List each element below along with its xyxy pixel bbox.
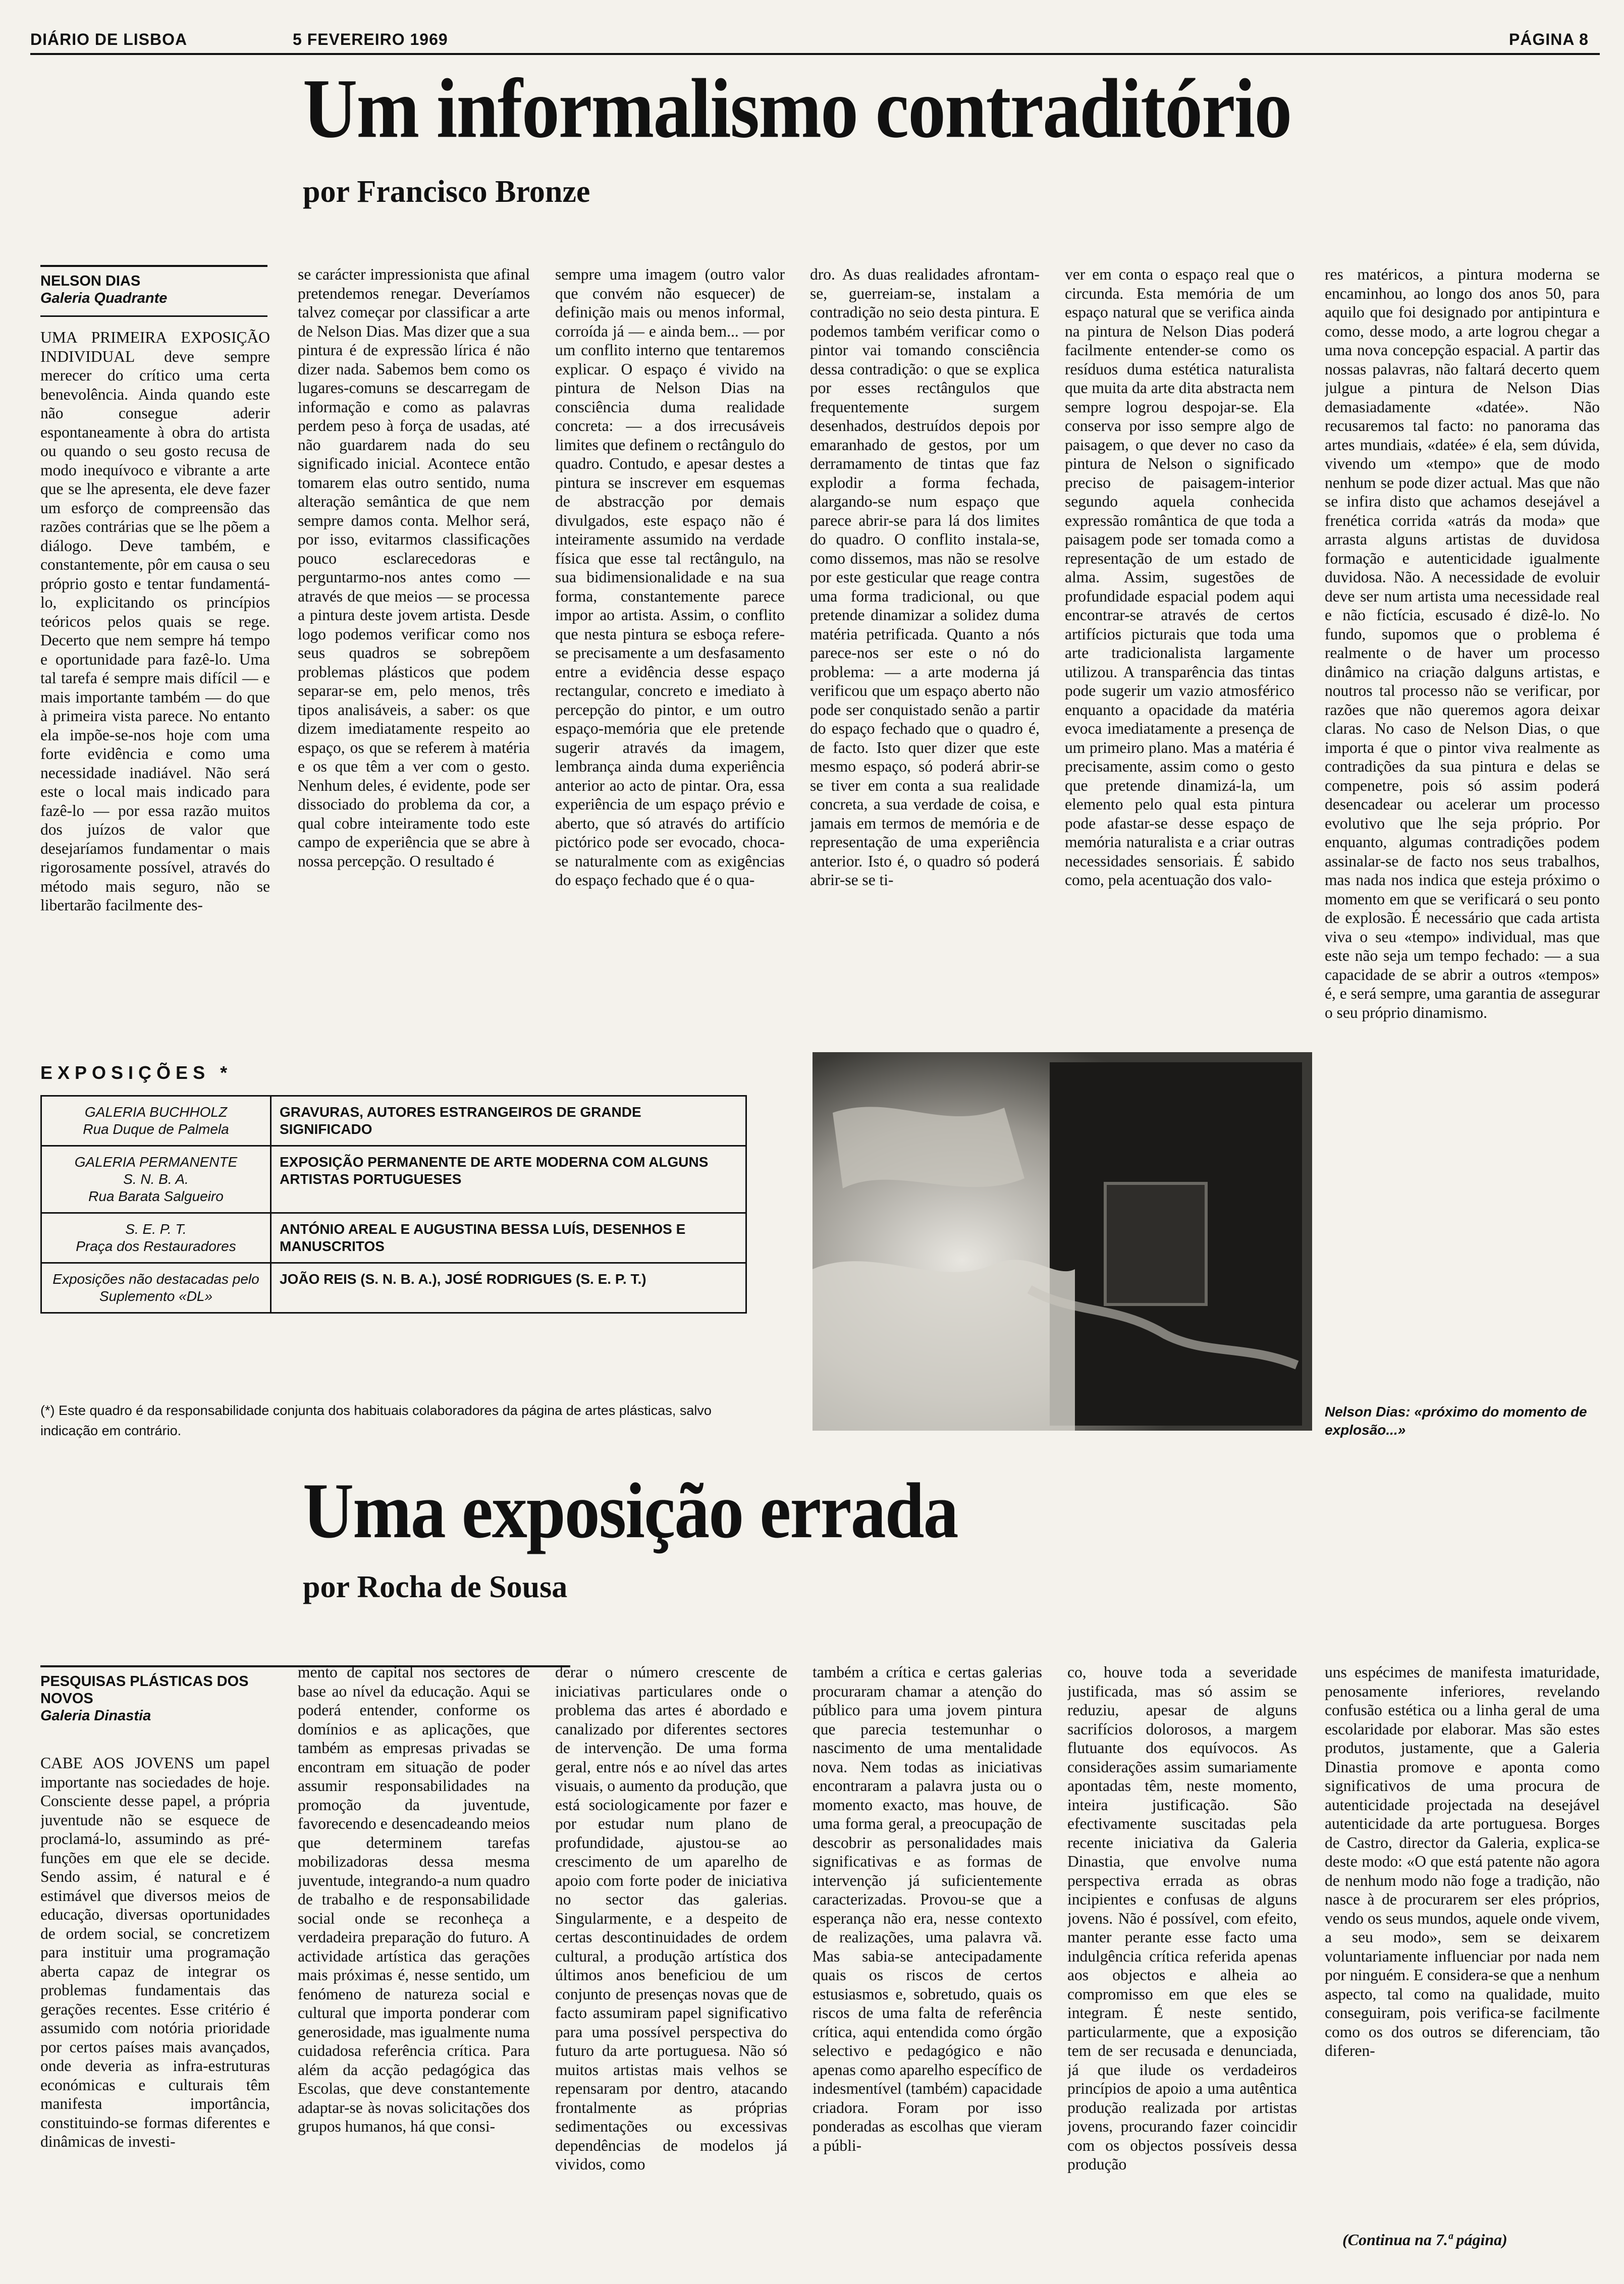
gallery-name: Exposições não destacadas pelo Suplemento «DL» [52, 1271, 259, 1304]
section-gallery: Galeria Quadrante [40, 290, 168, 306]
section-topic: PESQUISAS PLÁSTICAS DOS NOVOS [40, 1673, 249, 1707]
exposicoes-table [40, 1095, 747, 1314]
article1-column-2: se carácter impressionista que afinal pretendemos renegar. Deveríamos talvez começar por classificar a arte de Nelson Dias. Mas dizer que a sua pintura é de expressão lírica é não dizer nada. Sabemos bem como os lugares-comuns se descarregam de informação e como as palavras perdem peso à força de usadas, até não guardarem nada do seu significado inicial. Acontece então tomarem elas outro sentido, numa alteração semântica de que nem sempre damos conta. Melhor será, por isso, evitarmos classificações pouco esclarecedoras e perguntarmo-nos antes como — através de que meios — se processa a pintura deste jovem artista. Desde logo podemos verificar como nos seus quadros se sobrepõem problemas plásticos que podem separar-se em, pelo menos, três tipos analisáveis, a saber: os que dizem imediatamente respeito ao espaço, os que se referem à matéria e os que têm a ver com o gesto. Nenhum deles, é evidente, pode ser dissociado do problema da cor, a qual cobre inteiramente todo este campo de experiência que se abre à nossa percepção. O resultado é [298, 265, 530, 870]
article1-column-3: sempre uma imagem (outro valor que convém não esquecer) de definição mais ou menos informal, corroída já — e ainda bem... — por um conflito interno que tentaremos explicar. O espaço é vivido na pintura de Nelson Dias na consciência duma realidade concreta: — a dos irrecusáveis limites que definem o rectângulo do quadro. Contudo, e apesar destes a pintura se inscrever em esquemas de abstracção por demais divulgados, este espaço não é inteiramente assumido na verdade física que esse tal rectângulo, na sua bidimensionalidade e na sua forma, constantemente parece impor ao artista. Assim, o conflito que nesta pintura se esboça refere-se precisamente a um desfasamento entre a evidência desse espaço rectangular, concreto e imediato à percepção do pintor, e um outro espaço-memória que ele pretende sugerir através da imagem, lembrança ainda duma experiência anterior ao acto de pintar. Ora, essa experiência de um espaço prévio e aberto, que só através do artifício pictórico pode ser evocado, choca-se naturalmente com as exigências do espaço fechado que é o qua- [555, 265, 785, 889]
continued-note: (Continua na 7.ª página) [1342, 2231, 1507, 2249]
table-row [41, 1146, 746, 1213]
exposicoes-heading: EXPOSIÇÕES * [40, 1062, 233, 1083]
article2-title: Uma exposição errada [303, 1467, 958, 1555]
article1-column-6: res matéricos, a pintura moderna se encaminhou, ao longo dos anos 50, para aquilo que foi designado por antipintura e como, desse modo, a arte logrou chegar a uma nova concepção espacial. A partir das nossas palavras, não faltará decerto quem julgue a pintura de Nelson Dias demasiadamente «datée». Não recusaremos tal facto: no panorama das artes mundiais, «datée» é ela, sem dúvida, vivendo um «tempo» que de modo nenhum se pode dizer actual. Mas que não se infira disto que achamos desejável a frenética corrida «atrás da moda» que arrasta alguns artistas de duvidosa formação e autenticidade igualmente duvidosa. Não. A necessidade de evoluir deve ser num artista uma necessidade real e não fictícia, escusado é dizê-lo. No fundo, supomos que o problema é realmente o de haver um processo dinâmico na criação dalguns artistas, e noutros tal processo não se verificar, por razões que não queremos agora deixar claras. No caso de Nelson Dias, o que importa é que o pintor viva realmente as contradições da sua pintura e delas se compenetre, pois só assim poderá desencadear ou acelerar um processo evolutivo que lhe seja próprio. Por enquanto, algumas contradições podem assinalar-se de facto nos seus trabalhos, mas nada nos indica que esteja próximo o momento em que se verificará o seu ponto de explosão. É necessário que cada artista viva o seu «tempo» individual, mas que este não seja um tempo fechado: — a sua capacidade de se abrir a outros «tempos» é, e será sempre, uma garantia de assegurar o seu próprio dinamismo. [1325, 265, 1600, 1021]
artwork-image [813, 1052, 1312, 1431]
section-rule [40, 265, 267, 267]
table-row [41, 1213, 746, 1263]
article2-column-1: CABE AOS JOVENS um papel importante nas sociedades de hoje. Consciente desse papel, a própria juventude não se esquece de proclamá-lo, assumindo as pré-funções em que ele se decide. Sendo assim, é natural e é estimável que diversos meios de educação, diversas oportunidades de ordem social, se concretizem para instituir uma programação aberta capaz de integrar os problemas fundamentais das gerações recentes. Esse critério é assumido com notória prioridade por certos países mais avançados, onde deveria as infra-estruturas económicas e culturais têm manifesta importância, constituindo-se formas diferentes e dinâmicas de investi- [40, 1754, 270, 2150]
article2-column-3: derar o número crescente de iniciativas particulares onde o problema das artes é abordado e canalizado por diferentes sectores de intervenção. De uma forma geral, entre nós e ao nível das artes visuais, o aumento da produção, que está sociologicamente por fazer e por estudar num plano de profundidade, ajustou-se ao crescimento de um aparelho de apoio com forte poder de iniciativa no sector das galerias. Singularmente, e a despeito de certas descontinuidades de ordem cultural, a produção artística dos últimos anos beneficiou de um conjunto de presenças novas que de facto assumiram papel significativo para uma possível perspectiva do futuro da arte portuguesa. Não só muitos artistas mais velhos se repensaram por dentro, atacando frontalmente as próprias sedimentações ou excessivas dependências de modelos já vividos, como [555, 1663, 787, 2173]
gallery-address: Rua Duque de Palmela [83, 1121, 229, 1137]
article1-column-4: dro. As duas realidades afrontam-se, guerreiam-se, instalam a contradição no seio desta pintura. E podemos também verificar como o pintor vai tomando consciência dessa contradição: o que se explica por esses rectângulos que frequentemente surgem desenhados, destruídos depois por emaranhado de gestos, por um derramamento de tintas que faz explodir a forma fechada, alargando-se num espaço que parece abrir-se para lá dos limites do quadro. O conflito instala-se, como dissemos, mas não se resolve por este gesticular que reage contra uma forma tradicional, ou que pretende dinamizar a solidez duma matéria petrificada. Quanto a nós parece-nos ser este o nó do problema: — a arte moderna já verificou que um espaço aberto não pode ser conquistado senão a partir do espaço fechado que o quadro é, de facto. Isto quer dizer que este mesmo espaço, só poderá abrir-se se tiver em conta a sua realidade concreta, a sua verdade de coisa, e jamais em termos de memória e de representação de uma experiência anterior. Isto é, o quadro só poderá abrir-se se ti- [810, 265, 1040, 889]
issue-date: 5 FEVEREIRO 1969 [293, 30, 448, 48]
header-rule [30, 53, 1600, 55]
gallery-name: GALERIA BUCHHOLZ [84, 1104, 228, 1120]
article1-column-5: ver em conta o espaço real que o circunda. Esta memória de um espaço natural que se verifica ainda na pintura de Nelson Dias poderá facilmente entender-se como os resíduos duma estética naturalista que muita da arte dita abstracta nem sempre logrou despojar-se. Ela conserva por isso sempre algo de paisagem, o que dever no caso da pintura de Nelson o significado preciso de paisagem-interior segundo aquela conhecida expressão romântica de que toda a paisagem pode ser tomada como a representação de um estado de alma. Assim, sugestões de profundidade espacial podem aqui encontrar-se através de certos artifícios picturais que toda uma arte tradicionalista largamente utilizou. A transparência das tintas pode sugerir um vazio atmosférico enquanto a opacidade da matéria evoca imediatamente a presença de um primeiro plano. Mas a matéria é precisamente, assim como o gesto que pretende dinamizá-la, um elemento pelo qual esta pintura pode afastar-se desse espaço de memória naturalista e a criar outras necessidades sensoriais. É sabido como, pela acentuação dos valo- [1065, 265, 1294, 889]
article1-section [40, 273, 267, 307]
gallery-name: GALERIA PERMANENTE [74, 1154, 238, 1170]
paper-name: DIÁRIO DE LISBOA [30, 30, 188, 48]
article2-byline: por Rocha de Sousa [303, 1570, 568, 1604]
gallery-address: S. N. B. A. [123, 1171, 189, 1187]
table-row [41, 1263, 746, 1313]
article2-section [40, 1673, 267, 1724]
gallery-address: Rua Barata Salgueiro [88, 1188, 224, 1204]
section-gallery: Galeria Dinastia [40, 1708, 151, 1724]
exhibition-desc: GRAVURAS, AUTORES ESTRANGEIROS DE GRANDE SIGNIFICADO [271, 1096, 746, 1146]
section-artist: NELSON DIAS [40, 273, 141, 289]
gallery-name: S. E. P. T. [125, 1221, 187, 1237]
article1-column-1: UMA PRIMEIRA EXPOSIÇÃO INDIVIDUAL deve sempre merecer do crítico uma certa benevolência. Ainda quando este não consegue aderir espontaneamente à obra do artista ou quando o seu gosto recusa de modo inequívoco e vibrante a arte que se lhe apresenta, ele deve fazer um esforço de compreensão das razões contrárias que se lhe põem a diálogo. Deve também, e constantemente, pôr em causa o seu próprio gosto e tentar fundamentá-lo, explicitando os princípios teóricos pelos quais se rege. Decerto que nem sempre há tempo e oportunidade para fazê-lo. Uma tal tarefa é sempre mais difícil — e mais importante também — do que à primeira vista parece. No entanto ela impõe-se-nos hoje com uma forte evidência e como uma necessidade inadiável. Não será este o local mais indicado para fazê-lo — por essa razão muitos dos juízos de valor que desejaríamos fundamentar o mais rigorosamente possível, através do método mais seguro, não se libertarão facilmente des- [40, 329, 270, 914]
article2-column-4: também a crítica e certas galerias procuraram chamar a atenção do público para uma jovem pintura que parecia testemunhar o nascimento de uma mentalidade nova. Nem todas as iniciativas encontraram a palavra justa ou o momento exacto, mas houve, de uma forma geral, a preocupação de descobrir as personalidades mais significativas e as formas de intervenção já suficientemente caracterizadas. Provou-se que a esperança não era, nesse contexto de realizações, uma palavra vã. Mas sabia-se antecipadamente quais os riscos de certos estusiasmos e, sobretudo, quais os riscos de uma falta de referência crítica, aqui entendida como órgão selectivo e pedagógico e não apenas como aparelho específico de indesmentível (também) capacidade criadora. Foram por isso ponderadas as escolhas que vieram a públi- [813, 1663, 1042, 2154]
exhibition-desc: ANTÓNIO AREAL E AUGUSTINA BESSA LUÍS, DESENHOS E MANUSCRITOS [271, 1213, 746, 1263]
article1-byline: por Francisco Bronze [303, 175, 590, 209]
exposicoes-footnote: (*) Este quadro é da responsabilidade conjunta dos habituais colaboradores da página de artes plásticas, salvo indicação em contrário. [40, 1403, 712, 1438]
page-number: PÁGINA 8 [1509, 30, 1589, 48]
article2-column-2: mento de capital nos sectores de base ao nível da educação. Aqui se poderá entender, conforme os domínios e as aplicações, que também as empresas privadas se encontram em situação de poder assumir responsabilidades na promoção da juventude, favorecendo e desencadeando meios que determinem tarefas mobilizadoras dessa mesma juventude, integrando-a num quadro de trabalho e de responsabilidade social onde se reconheça a verdadeira preparação do futuro. A actividade artística das gerações mais próximas é, nesse sentido, um fenómeno de natureza social e cultural que importa ponderar com generosidade, mas igualmente numa cuidadosa referência crítica. Para além da acção pedagógica das Escolas, que deve constantemente adaptar-se às novas solicitações dos grupos humanos, há que consi- [298, 1663, 530, 2135]
table-row [41, 1096, 746, 1146]
artwork-photo [813, 1052, 1312, 1431]
exhibition-desc: JOÃO REIS (S. N. B. A.), JOSÉ RODRIGUES (S. E. P. T.) [271, 1263, 746, 1313]
section-rule-bottom [40, 315, 267, 317]
article1-title: Um informalismo contraditório [303, 62, 1291, 156]
exhibition-desc: EXPOSIÇÃO PERMANENTE DE ARTE MODERNA COM ALGUNS ARTISTAS PORTUGUESES [271, 1146, 746, 1213]
article2-column-6: uns espécimes de manifesta imaturidade, penosamente inferiores, revelando confusão estética ou a linha geral de uma escolaridade por elaborar. Mas são estes produtos, justamente, que a Galeria Dinastia promove e aponta como significativos de uma procura de autenticidade projectada na desejável autenticidade da arte portuguesa. Borges de Castro, director da Galeria, explica-se deste modo: «O que está patente não agora de nenhum modo não foge a tradição, não nasce à de procurarem ser eles próprios, vendo os seus mundos, aquele onde vivem, a seu modo», sem se deixarem voluntariamente influenciar por nada nem por ninguém. E considera-se que a nenhum aspecto, tal como na qualidade, muito conseguiram, pois verifica-se facilmente como os dos outros se diferenciam, tão diferen- [1325, 1663, 1600, 2059]
article2-column-5: co, houve toda a severidade justificada, mas só assim se reduziu, apesar de alguns sacrifícios dolorosos, a margem flutuante dos equívocos. As considerações assim sumariamente apontadas têm, neste momento, inteira justificação. São efectivamente suscitadas pela recente iniciativa da Galeria Dinastia, que envolve numa perspectiva errada as obras incipientes e confusas de alguns jovens. Não é possível, com efeito, manter perante esse facto uma indulgência crítica referida apenas aos objectos e alheia ao compromisso em que eles se integram. É neste sentido, particularmente, que a exposição tem de ser recusada e denunciada, já que ilude os verdadeiros princípios de apoio a uma autêntica produção realizada por artistas jovens, procurando fazer coincidir com os objectos possíveis dessa produção [1067, 1663, 1297, 2173]
photo-caption: Nelson Dias: «próximo do momento de explosão...» [1325, 1404, 1587, 1438]
gallery-address: Praça dos Restauradores [76, 1238, 236, 1254]
